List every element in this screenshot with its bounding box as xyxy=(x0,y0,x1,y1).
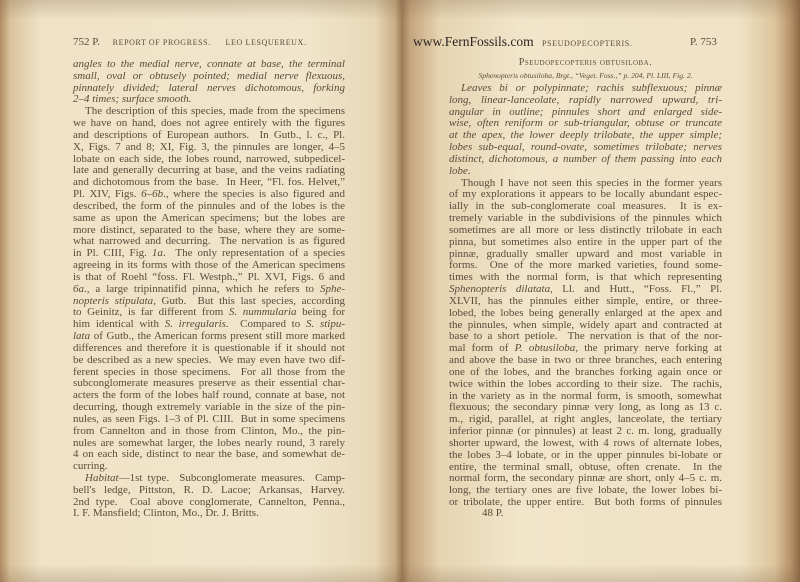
italic-text: pinnately divided; lateral nerves dichotomous, forking xyxy=(73,81,345,94)
text-segment: , Gutb. But this last species, according xyxy=(153,294,345,307)
text-segment: and dichotomous from the base. In Heer, “Fl. fos. Helvet,” xyxy=(73,176,345,189)
text-segment: of Gutb., the American forms present still more marked xyxy=(90,330,345,343)
italic-text: S. stipu- xyxy=(305,318,345,331)
italic-text: S. irregularis. xyxy=(164,318,229,331)
text-segment: same as upon the American specimens; but the lobes are xyxy=(73,211,345,224)
text-segment: ially in the sub-conglomerate coal measures. It is ex- xyxy=(449,200,722,213)
text-segment: pinnæ, gradually smaller upward and most variable in xyxy=(449,247,722,260)
right-page-number: P. 753 xyxy=(690,36,717,48)
left-running-title: REPORT OF PROGRESS. xyxy=(112,38,211,47)
text-segment: decurring, though extremely variable in the size of the pin- xyxy=(73,401,345,414)
synonym-citation: Sphenopteris obtusiloba, Brgt., “Veget. Foss.,” p. 204, Pl. LIII, Fig. 2. xyxy=(478,71,693,80)
left-body-text xyxy=(73,59,345,520)
text-segment: subconglomerate measures preserve as their essential char- xyxy=(73,377,345,390)
text-segment: is that of Roehl “foss. Fl. Westph.,” Pl. XVI, Figs. 6 and xyxy=(73,270,345,283)
text-segment: in Pl. CIII, Fig. xyxy=(73,247,152,260)
text-segment: ., where the species is also figured and xyxy=(163,188,345,201)
text-segment: 4 on each side, distinct to near the base, and somewhat de- xyxy=(73,448,345,461)
section-title: Pseudopecopteris obtusiloba. xyxy=(518,57,653,68)
watermark: www.FernFossils.com xyxy=(413,34,534,49)
italic-text: lobe. xyxy=(449,164,471,177)
text-line xyxy=(449,154,722,166)
text-segment: the pinnules, when simple, widely apart and contracted at xyxy=(449,318,722,331)
text-segment: described, the form of the pinnules and of the lobes is the xyxy=(73,199,345,212)
text-segment: base to a short petiole. The nervation is that of the nor- xyxy=(449,330,722,343)
text-segment: differences and therefore it is questionable if it should not xyxy=(73,341,345,354)
text-segment: —1st type. Subconglomerate measures. Camp- xyxy=(118,471,345,484)
left-author: LEO LESQUEREUX. xyxy=(225,38,307,47)
text-segment: the lobes 3–4 lobate, or in the upper pinnules bi-lobate or xyxy=(449,448,722,461)
italic-text: P. obtusiloba xyxy=(514,342,576,355)
italic-text: long, linear-lanceolate, rapidly narrowed upward, tri- xyxy=(449,93,722,106)
text-segment: times with the normal form, is that which representing xyxy=(449,271,722,284)
text-segment: flexuous; the secondary pinnæ very long, as long as 13 c. xyxy=(449,401,722,414)
text-segment: Though I have not seen this species in the former years xyxy=(461,176,722,189)
text-segment: more distinct, separated to the base, where they are some- xyxy=(73,223,345,236)
text-segment: . The only representation of a species xyxy=(162,247,345,260)
text-segment: or tribolate, the upper entire. But both forms of pinnules xyxy=(449,495,722,508)
page-top-shadow xyxy=(0,0,800,20)
italic-text: nopteris stipulata xyxy=(73,294,154,307)
text-segment: long, the tertiary ones are five lobate, the lower lobes bi- xyxy=(449,484,722,497)
text-segment: we have on hand, does not agree entirely with the figures xyxy=(73,117,345,130)
text-segment: 2nd type. Coal above conglomerate, Cannelton, Penna., xyxy=(73,495,345,508)
text-segment: nules are somewhat larger, the lobes nearly round, 3 rarely xyxy=(73,436,345,449)
italic-text: Sphe- xyxy=(319,282,345,295)
text-line xyxy=(73,508,345,520)
text-segment: mal form of xyxy=(449,342,515,355)
text-segment: and descriptions of European authors. In Gutb., l. c., Pl. xyxy=(73,128,345,141)
italic-text: Sphenopteris dilatata xyxy=(449,283,551,296)
text-segment: one of the lobes, and the branches forking again once or xyxy=(449,365,722,378)
italic-text: 2–4 times; surface smooth. xyxy=(73,93,192,106)
text-segment: and above the base in two or three branches, each entering xyxy=(449,354,722,367)
text-line xyxy=(73,449,345,461)
text-segment: normal form, the secondary pinnæ are short, only 4–5 c. m. xyxy=(449,472,722,485)
text-segment: ferent species in those specimens. For all those from the xyxy=(73,365,345,378)
text-segment: shorter upward, the lowest, with 4 rows of alternate lobes, xyxy=(449,436,722,449)
text-segment: bell's ledge, Pittston, R. D. Lacoe; Arkansas, Harvey. xyxy=(73,483,345,496)
signature-mark: 48 P. xyxy=(482,507,504,519)
text-segment: tremely variable in the subdivisions of the pinnules which xyxy=(449,212,722,225)
left-page-number: 752 P. xyxy=(73,36,100,48)
italic-text: 1a xyxy=(151,247,163,260)
text-segment: lobed, the lobes being generally enlarged at the apex and xyxy=(449,306,722,319)
text-segment: from Cannelton and in those from Clinton, Mo., the pin- xyxy=(73,424,345,437)
left-running-head xyxy=(73,36,307,48)
italic-text: wise, often reniform or sub-triangular, obtuse or truncate xyxy=(449,117,722,130)
italic-text: S. nummularia xyxy=(228,306,297,319)
text-segment: XLVII, has the pinnules either simple, entire, or three- xyxy=(449,294,722,307)
text-segment: being for xyxy=(296,306,346,319)
text-segment: Pl. XIV, Figs. xyxy=(73,188,142,201)
italic-text: distinct, dichotomous, a number of them passing into each xyxy=(449,152,722,165)
right-running-title: PSEUDOPECOPTERIS. xyxy=(542,39,633,48)
text-segment: to Geinitz, is far different from xyxy=(73,306,229,319)
text-segment: acters the form of the lobes half round, connate at base, not xyxy=(73,389,345,402)
text-segment: I. F. Mansfield; Clinton, Mo., Dr. J. Britts. xyxy=(73,507,259,520)
text-segment: of my explorations it appears to be locally abundant espec- xyxy=(449,188,722,201)
italic-text: lata xyxy=(73,330,91,343)
text-segment: inferior pinnæ (or pinnules) at least 2 c. m. long, gradually xyxy=(449,425,722,438)
italic-text: angular in outline; pinnules short and enlarged side- xyxy=(449,105,722,118)
italic-text: Leaves bi or polypinnate; rachis subflexuous; pinnæ xyxy=(461,82,722,94)
right-body-text xyxy=(449,83,722,509)
text-segment: be described as a new species. We may even have two dif- xyxy=(73,353,345,366)
text-segment: ., a large tripinnatifid pinna, which he refers to xyxy=(84,282,320,295)
text-segment: late and generally decurring at base, and the veins radiating xyxy=(73,164,345,177)
text-segment: twice within the lobes according to their size. The rachis, xyxy=(449,377,722,390)
text-segment: m., rigid, parallel, at right angles, lanceolate, the tertiary xyxy=(449,413,722,426)
italic-text: angles to the medial nerve, connate at base, the terminal xyxy=(73,58,345,70)
text-segment: entire, the terminal small, obtuse, often crenate. In the xyxy=(449,460,722,473)
text-segment: Compared to xyxy=(228,318,306,331)
italic-text: 6–6b xyxy=(141,188,164,201)
page-bottom-shadow xyxy=(0,564,800,582)
text-segment: agreeing in its forms with those of the American specimens xyxy=(73,259,345,272)
text-segment: what narrowed and decurring. The nervation is as figured xyxy=(73,235,345,248)
text-segment: curring. xyxy=(73,460,108,473)
text-segment: , the primary nerve forking at xyxy=(575,342,722,355)
italic-text: at the apex, the lower deeply trilobate, the upper simple; xyxy=(449,129,722,142)
text-segment: in the variety as in the normal form, is smooth, somewhat xyxy=(449,389,722,402)
italic-text: 6a xyxy=(73,282,84,295)
text-segment: pinna, but sometimes also entire in the upper part of the xyxy=(449,235,722,248)
text-segment: him identical with xyxy=(73,318,165,331)
text-segment: nules, as seen Figs. 1–3 of Pl. CIII. But in some specimens xyxy=(73,412,345,425)
text-segment: The description of this species, made from the specimens xyxy=(85,105,345,118)
italic-text: small, oval or obtusely pointed; medial nerve flexuous, xyxy=(73,69,345,82)
italic-text: Habitat xyxy=(85,471,119,484)
italic-text: lobes sub-equal, round-ovate, sometimes trilobate; nerves xyxy=(449,141,722,154)
text-segment: lobate on each side, the lobes round, narrowed, subpedicel- xyxy=(73,152,345,165)
text-segment: X, Figs. 7 and 8; XI, Fig. 3, the pinnules are longer, 4–5 xyxy=(73,140,345,153)
text-segment: , Ll. and Hutt., “Foss. Fl.,” Pl. xyxy=(550,283,722,296)
text-segment: forms. One of the more marked varieties, found some- xyxy=(449,259,722,272)
text-segment: sometimes are all more or less distinctly trilobate in each xyxy=(449,223,722,236)
